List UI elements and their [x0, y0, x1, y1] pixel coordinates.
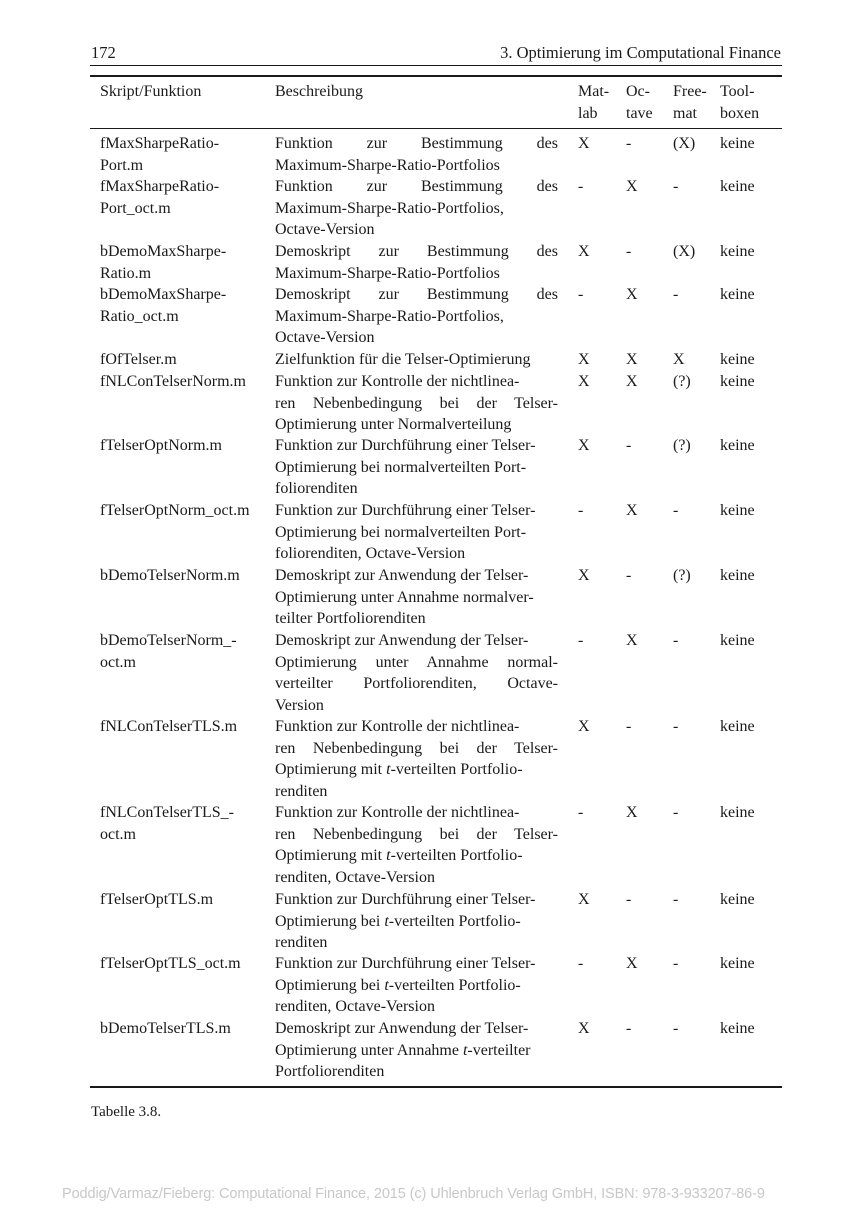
toolboxen-cell: keine — [720, 567, 755, 584]
description-line: Zielfunktion für die Telser-Optimierung — [275, 351, 531, 368]
script-name-line: fMaxSharpeRatio- — [100, 178, 220, 195]
octave-cell: X — [626, 502, 638, 519]
description-cell — [275, 435, 558, 500]
chapter-title: 3. Optimierung im Computational Finance — [500, 43, 781, 62]
table-bottom-rule — [90, 1086, 782, 1088]
freemat-cell: X — [673, 351, 685, 368]
toolboxen-cell: keine — [720, 1020, 755, 1037]
matlab-cell: - — [578, 178, 584, 195]
description-line: Funktion zur Bestimmung des — [275, 135, 558, 152]
description-line: Optimierung unter Normalverteilung — [275, 416, 512, 434]
freemat-cell: (?) — [673, 437, 691, 454]
octave-cell: X — [626, 286, 638, 303]
octave-cell: - — [626, 1020, 632, 1037]
column-header-skript: Skript/Funktion — [100, 83, 202, 100]
toolboxen-cell: keine — [720, 955, 755, 972]
script-name-cell — [100, 716, 270, 738]
script-name-cell — [100, 435, 270, 457]
toolboxen-cell: keine — [720, 632, 755, 649]
description-line: teilter Portfoliorenditen — [275, 610, 426, 628]
toolboxen-cell: keine — [720, 373, 755, 390]
octave-cell: - — [626, 567, 632, 584]
freemat-cell: (?) — [673, 373, 691, 390]
description-line: foliorenditen, Octave-Version — [275, 545, 466, 563]
description-line: Optimierung unter Annahme normal- — [275, 653, 558, 671]
freemat-cell: - — [673, 955, 679, 972]
description-line: Optimierung unter Annahme t-verteilter — [275, 1041, 531, 1059]
description-line: Demoskript zur Anwendung der Telser- — [275, 632, 529, 649]
description-line: Funktion zur Kontrolle der nichtlinea- — [275, 804, 520, 821]
italic-t: t — [462, 1041, 468, 1059]
script-name-line: Port.m — [100, 156, 144, 174]
description-line: Maximum-Sharpe-Ratio-Portfolios — [275, 156, 500, 174]
octave-cell: - — [626, 891, 632, 908]
freemat-cell: - — [673, 632, 679, 649]
script-name-line: fNLConTelserTLS.m — [100, 718, 238, 735]
octave-cell: X — [626, 632, 638, 649]
description-line: Portfoliorenditen — [275, 1063, 385, 1081]
octave-cell: - — [626, 437, 632, 454]
description-line: ren Nebenbedingung bei der Telser- — [275, 825, 558, 843]
column-header-beschreibung: Beschreibung — [275, 83, 363, 100]
freemat-cell: - — [673, 502, 679, 519]
script-name-line: bDemoTelserNorm_- — [100, 632, 237, 649]
script-name-line: bDemoTelserNorm.m — [100, 567, 240, 584]
script-name-cell — [100, 133, 270, 176]
header-rule — [90, 65, 782, 66]
matlab-cell: - — [578, 804, 584, 821]
description-cell — [275, 500, 558, 565]
description-cell — [275, 176, 558, 241]
matlab-cell: X — [578, 437, 590, 454]
matlab-cell: - — [578, 502, 584, 519]
description-cell — [275, 1018, 558, 1083]
matlab-cell: - — [578, 286, 584, 303]
description-line: Optimierung bei normalverteilten Port- — [275, 458, 527, 476]
script-name-cell — [100, 802, 270, 845]
toolboxen-cell: keine — [720, 718, 755, 735]
octave-cell: - — [626, 243, 632, 260]
toolboxen-cell: keine — [720, 804, 755, 821]
description-cell — [275, 565, 558, 630]
freemat-cell: - — [673, 1020, 679, 1037]
description-line: foliorenditen — [275, 480, 358, 498]
script-name-line: Ratio_oct.m — [100, 307, 179, 325]
script-name-cell — [100, 349, 270, 371]
script-name-cell — [100, 371, 270, 393]
toolboxen-cell: keine — [720, 286, 755, 303]
freemat-cell: - — [673, 178, 679, 195]
matlab-cell: X — [578, 135, 590, 152]
script-name-cell — [100, 953, 270, 975]
script-name-line: fNLConTelserNorm.m — [100, 373, 246, 390]
italic-t: t — [384, 912, 389, 930]
description-cell — [275, 802, 558, 888]
description-line: Demoskript zur Anwendung der Telser- — [275, 567, 529, 584]
matlab-cell: - — [578, 632, 584, 649]
description-line: Optimierung bei t-verteilten Portfolio- — [275, 976, 521, 994]
matlab-cell: X — [578, 373, 590, 390]
description-line: Maximum-Sharpe-Ratio-Portfolios, — [275, 199, 504, 217]
italic-t: t — [386, 847, 391, 865]
description-line: Octave-Version — [275, 329, 375, 347]
freemat-cell: (?) — [673, 567, 691, 584]
matlab-cell: X — [578, 891, 590, 908]
page-number: 172 — [91, 43, 116, 62]
script-name-line: oct.m — [100, 653, 136, 671]
script-name-cell — [100, 630, 270, 673]
description-cell — [275, 889, 558, 954]
description-line: Funktion zur Kontrolle der nichtlinea- — [275, 718, 520, 735]
freemat-cell: (X) — [673, 243, 696, 260]
description-line: Demoskript zur Bestimmung des — [275, 286, 558, 303]
description-cell — [275, 953, 558, 1018]
script-name-cell — [100, 889, 270, 911]
script-name-cell — [100, 565, 270, 587]
description-line: Funktion zur Durchführung einer Telser- — [275, 955, 536, 972]
freemat-cell: - — [673, 804, 679, 821]
description-line: Optimierung bei t-verteilten Portfolio- — [275, 912, 521, 930]
script-name-line: oct.m — [100, 825, 136, 843]
table-top-rule — [90, 75, 782, 77]
description-line: ren Nebenbedingung bei der Telser- — [275, 739, 558, 757]
description-line: renditen — [275, 934, 328, 952]
description-cell — [275, 349, 558, 371]
script-name-line: fOfTelser.m — [100, 351, 177, 368]
description-line: Funktion zur Kontrolle der nichtlinea- — [275, 373, 520, 390]
matlab-cell: X — [578, 243, 590, 260]
description-line: Version — [275, 696, 324, 714]
octave-cell: - — [626, 718, 632, 735]
freemat-cell: - — [673, 718, 679, 735]
description-line: renditen — [275, 782, 328, 800]
script-name-line: fNLConTelserTLS_- — [100, 804, 234, 821]
freemat-cell: (X) — [673, 135, 696, 152]
description-line: Funktion zur Durchführung einer Telser- — [275, 437, 536, 454]
description-cell — [275, 241, 558, 284]
description-line: Optimierung mit t-verteilten Portfolio- — [275, 847, 523, 865]
description-cell — [275, 284, 558, 349]
description-line: Demoskript zur Bestimmung des — [275, 243, 558, 260]
script-name-line: fTelserOptNorm_oct.m — [100, 502, 250, 519]
table-header-rule — [90, 128, 782, 129]
script-name-line: fTelserOptNorm.m — [100, 437, 222, 454]
description-line: Maximum-Sharpe-Ratio-Portfolios, — [275, 307, 504, 325]
octave-cell: X — [626, 804, 638, 821]
script-name-cell — [100, 284, 270, 327]
description-line: renditen, Octave-Version — [275, 868, 435, 886]
octave-cell: X — [626, 373, 638, 390]
description-cell — [275, 630, 558, 716]
description-line: Optimierung unter Annahme normalver- — [275, 588, 534, 606]
toolboxen-cell: keine — [720, 243, 755, 260]
octave-cell: - — [626, 135, 632, 152]
toolboxen-cell: keine — [720, 891, 755, 908]
script-name-cell — [100, 1018, 270, 1040]
toolboxen-cell: keine — [720, 135, 755, 152]
matlab-cell: X — [578, 1020, 590, 1037]
script-name-line: bDemoMaxSharpe- — [100, 286, 227, 303]
description-line: Optimierung mit t-verteilten Portfolio- — [275, 761, 523, 779]
toolboxen-cell: keine — [720, 437, 755, 454]
italic-t: t — [384, 976, 389, 994]
description-line: Octave-Version — [275, 221, 375, 239]
script-name-cell — [100, 176, 270, 219]
description-line: renditen, Octave-Version — [275, 998, 435, 1016]
description-line: Optimierung bei normalverteilten Port- — [275, 523, 527, 541]
script-name-line: fTelserOptTLS_oct.m — [100, 955, 241, 972]
matlab-cell: - — [578, 955, 584, 972]
copyright-footer: Poddig/Varmaz/Fieberg: Computational Finance, 2015 (c) Uhlenbruch Verlag GmbH, ISBN: 978-3-933207-86-9 — [62, 1186, 765, 1202]
description-line: Funktion zur Durchführung einer Telser- — [275, 891, 536, 908]
freemat-cell: - — [673, 286, 679, 303]
octave-cell: X — [626, 178, 638, 195]
toolboxen-cell: keine — [720, 351, 755, 368]
description-line: ren Nebenbedingung bei der Telser- — [275, 394, 558, 412]
toolboxen-cell: keine — [720, 502, 755, 519]
column-header-freemat: Free- mat — [673, 83, 707, 122]
description-cell — [275, 371, 558, 436]
script-name-line: fMaxSharpeRatio- — [100, 135, 220, 152]
column-header-toolboxen: Tool- boxen — [720, 83, 760, 122]
column-header-matlab: Mat- lab — [578, 83, 610, 122]
description-line: Funktion zur Durchführung einer Telser- — [275, 502, 536, 519]
script-name-line: bDemoMaxSharpe- — [100, 243, 227, 260]
description-line: Maximum-Sharpe-Ratio-Portfolios — [275, 264, 500, 282]
toolboxen-cell: keine — [720, 178, 755, 195]
description-line: Demoskript zur Anwendung der Telser- — [275, 1020, 529, 1037]
script-name-line: Port_oct.m — [100, 199, 171, 217]
matlab-cell: X — [578, 567, 590, 584]
octave-cell: X — [626, 955, 638, 972]
script-name-line: fTelserOptTLS.m — [100, 891, 214, 908]
matlab-cell: X — [578, 351, 590, 368]
table-caption: Tabelle 3.8. — [91, 1104, 162, 1120]
description-cell — [275, 716, 558, 802]
script-name-line: bDemoTelserTLS.m — [100, 1020, 231, 1037]
script-name-line: Ratio.m — [100, 264, 152, 282]
description-line: verteilter Portfoliorenditen, Octave- — [275, 675, 558, 693]
freemat-cell: - — [673, 891, 679, 908]
script-name-cell — [100, 500, 270, 522]
description-cell — [275, 133, 558, 176]
matlab-cell: X — [578, 718, 590, 735]
column-header-octave: Oc- tave — [626, 83, 653, 122]
italic-t: t — [386, 761, 391, 779]
script-name-cell — [100, 241, 270, 284]
octave-cell: X — [626, 351, 638, 368]
description-line: Funktion zur Bestimmung des — [275, 178, 558, 195]
